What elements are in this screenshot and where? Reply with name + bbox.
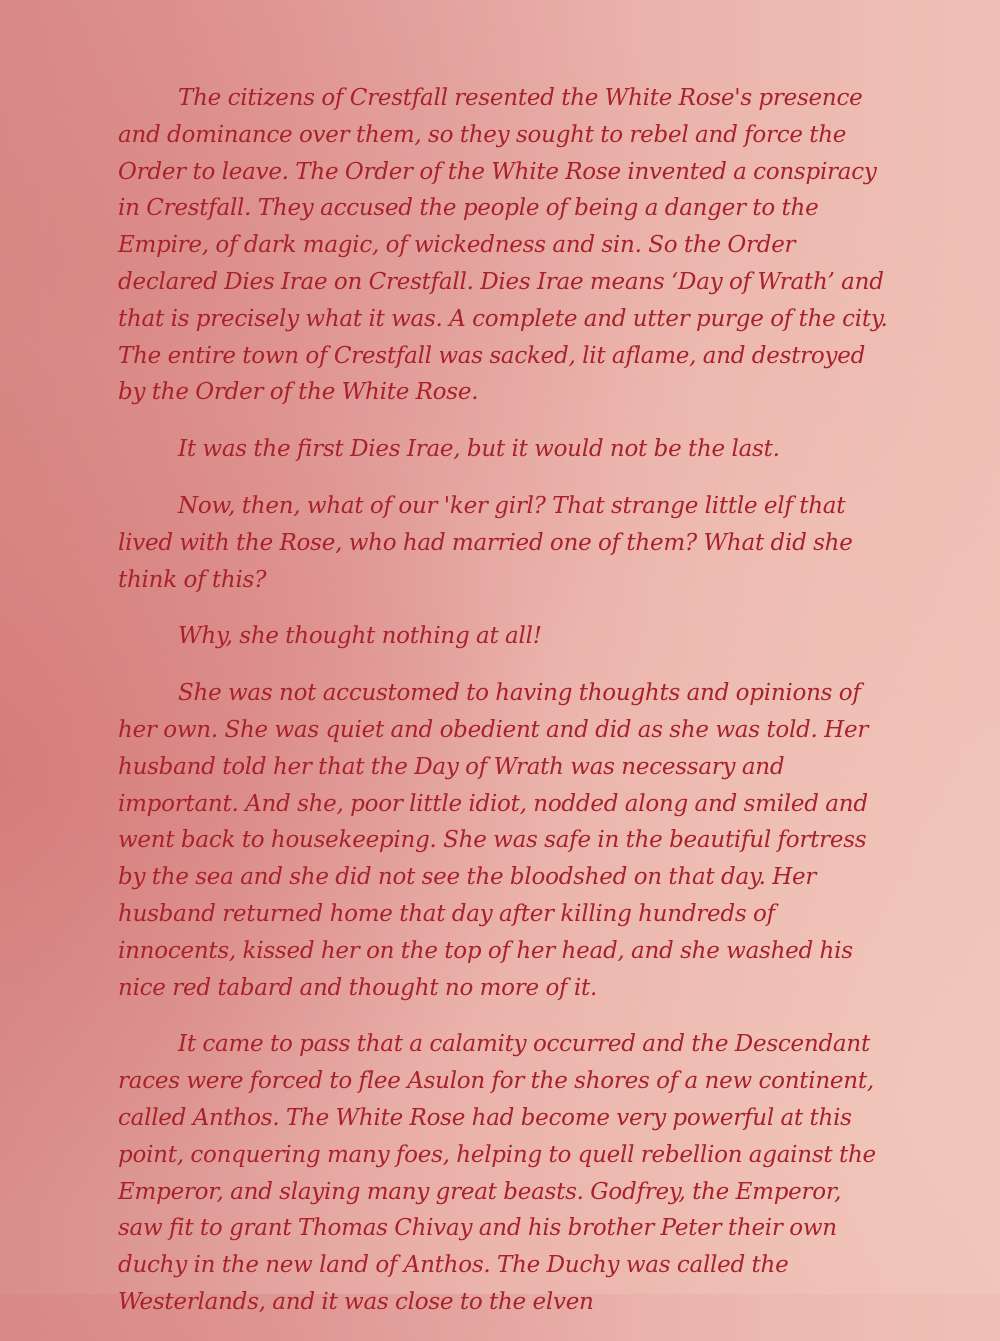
- document-page: [118, 80, 888, 1341]
- paragraph-flight-to-anthos: It came to pass that a calamity occurred and the Descendant races were forced to flee Asulon for the shores of a new continent, called Anthos. The White Rose had become very powerful at this point, conquering many foes, helping to quell rebellion against the Emperor, and slaying many great beasts. Godfrey, the Emperor, saw fit to grant Thomas Chivay and his brother Peter their own duchy in the new land of Anthos. The Duchy was called the Westerlands, and it was close to the elven: [118, 1031, 876, 1315]
- paragraph-first-dies-irae: It was the first Dies Irae, but it would not be the last.: [178, 436, 780, 463]
- paragraph-obedient-wife: She was not accustomed to having thoughts and opinions of her own. She was quiet and obedient and did as she was told. Her husband told her that the Day of Wrath was necessary and important. And she, poor little idiot, nodded along and smiled and went back to housekeeping. She was safe in the beautiful fortress by the sea and she did not see the bloodshed on that day. Her husband returned home that day after killing hundreds of innocents, kissed her on the top of her head, and she washed his nice red tabard and thought no more of it.: [118, 680, 869, 1001]
- paragraph-thought-nothing: Why, she thought nothing at all!: [178, 623, 542, 650]
- paragraph-ker-girl-question: Now, then, what of our 'ker girl? That strange little elf that lived with the Rose, who had married one of them? What did she think of this?: [118, 492, 853, 593]
- paragraph-crestfall-purge: The citizens of Crestfall resented the White Rose's presence and dominance over them, so they sought to rebel and force the Order to leave. The Order of the White Rose invented a conspiracy in Crestfall. They accused the people of being a danger to the Empire, of dark magic, of wickedness and sin. So the Order declared Dies Irae on Crestfall. Dies Irae means ‘Day of Wrath’ and that is precisely what it was. A complete and utter purge of the city. The entire town of Crestfall was sacked, lit aflame, and destroyed by the Order of the White Rose.: [118, 85, 888, 406]
